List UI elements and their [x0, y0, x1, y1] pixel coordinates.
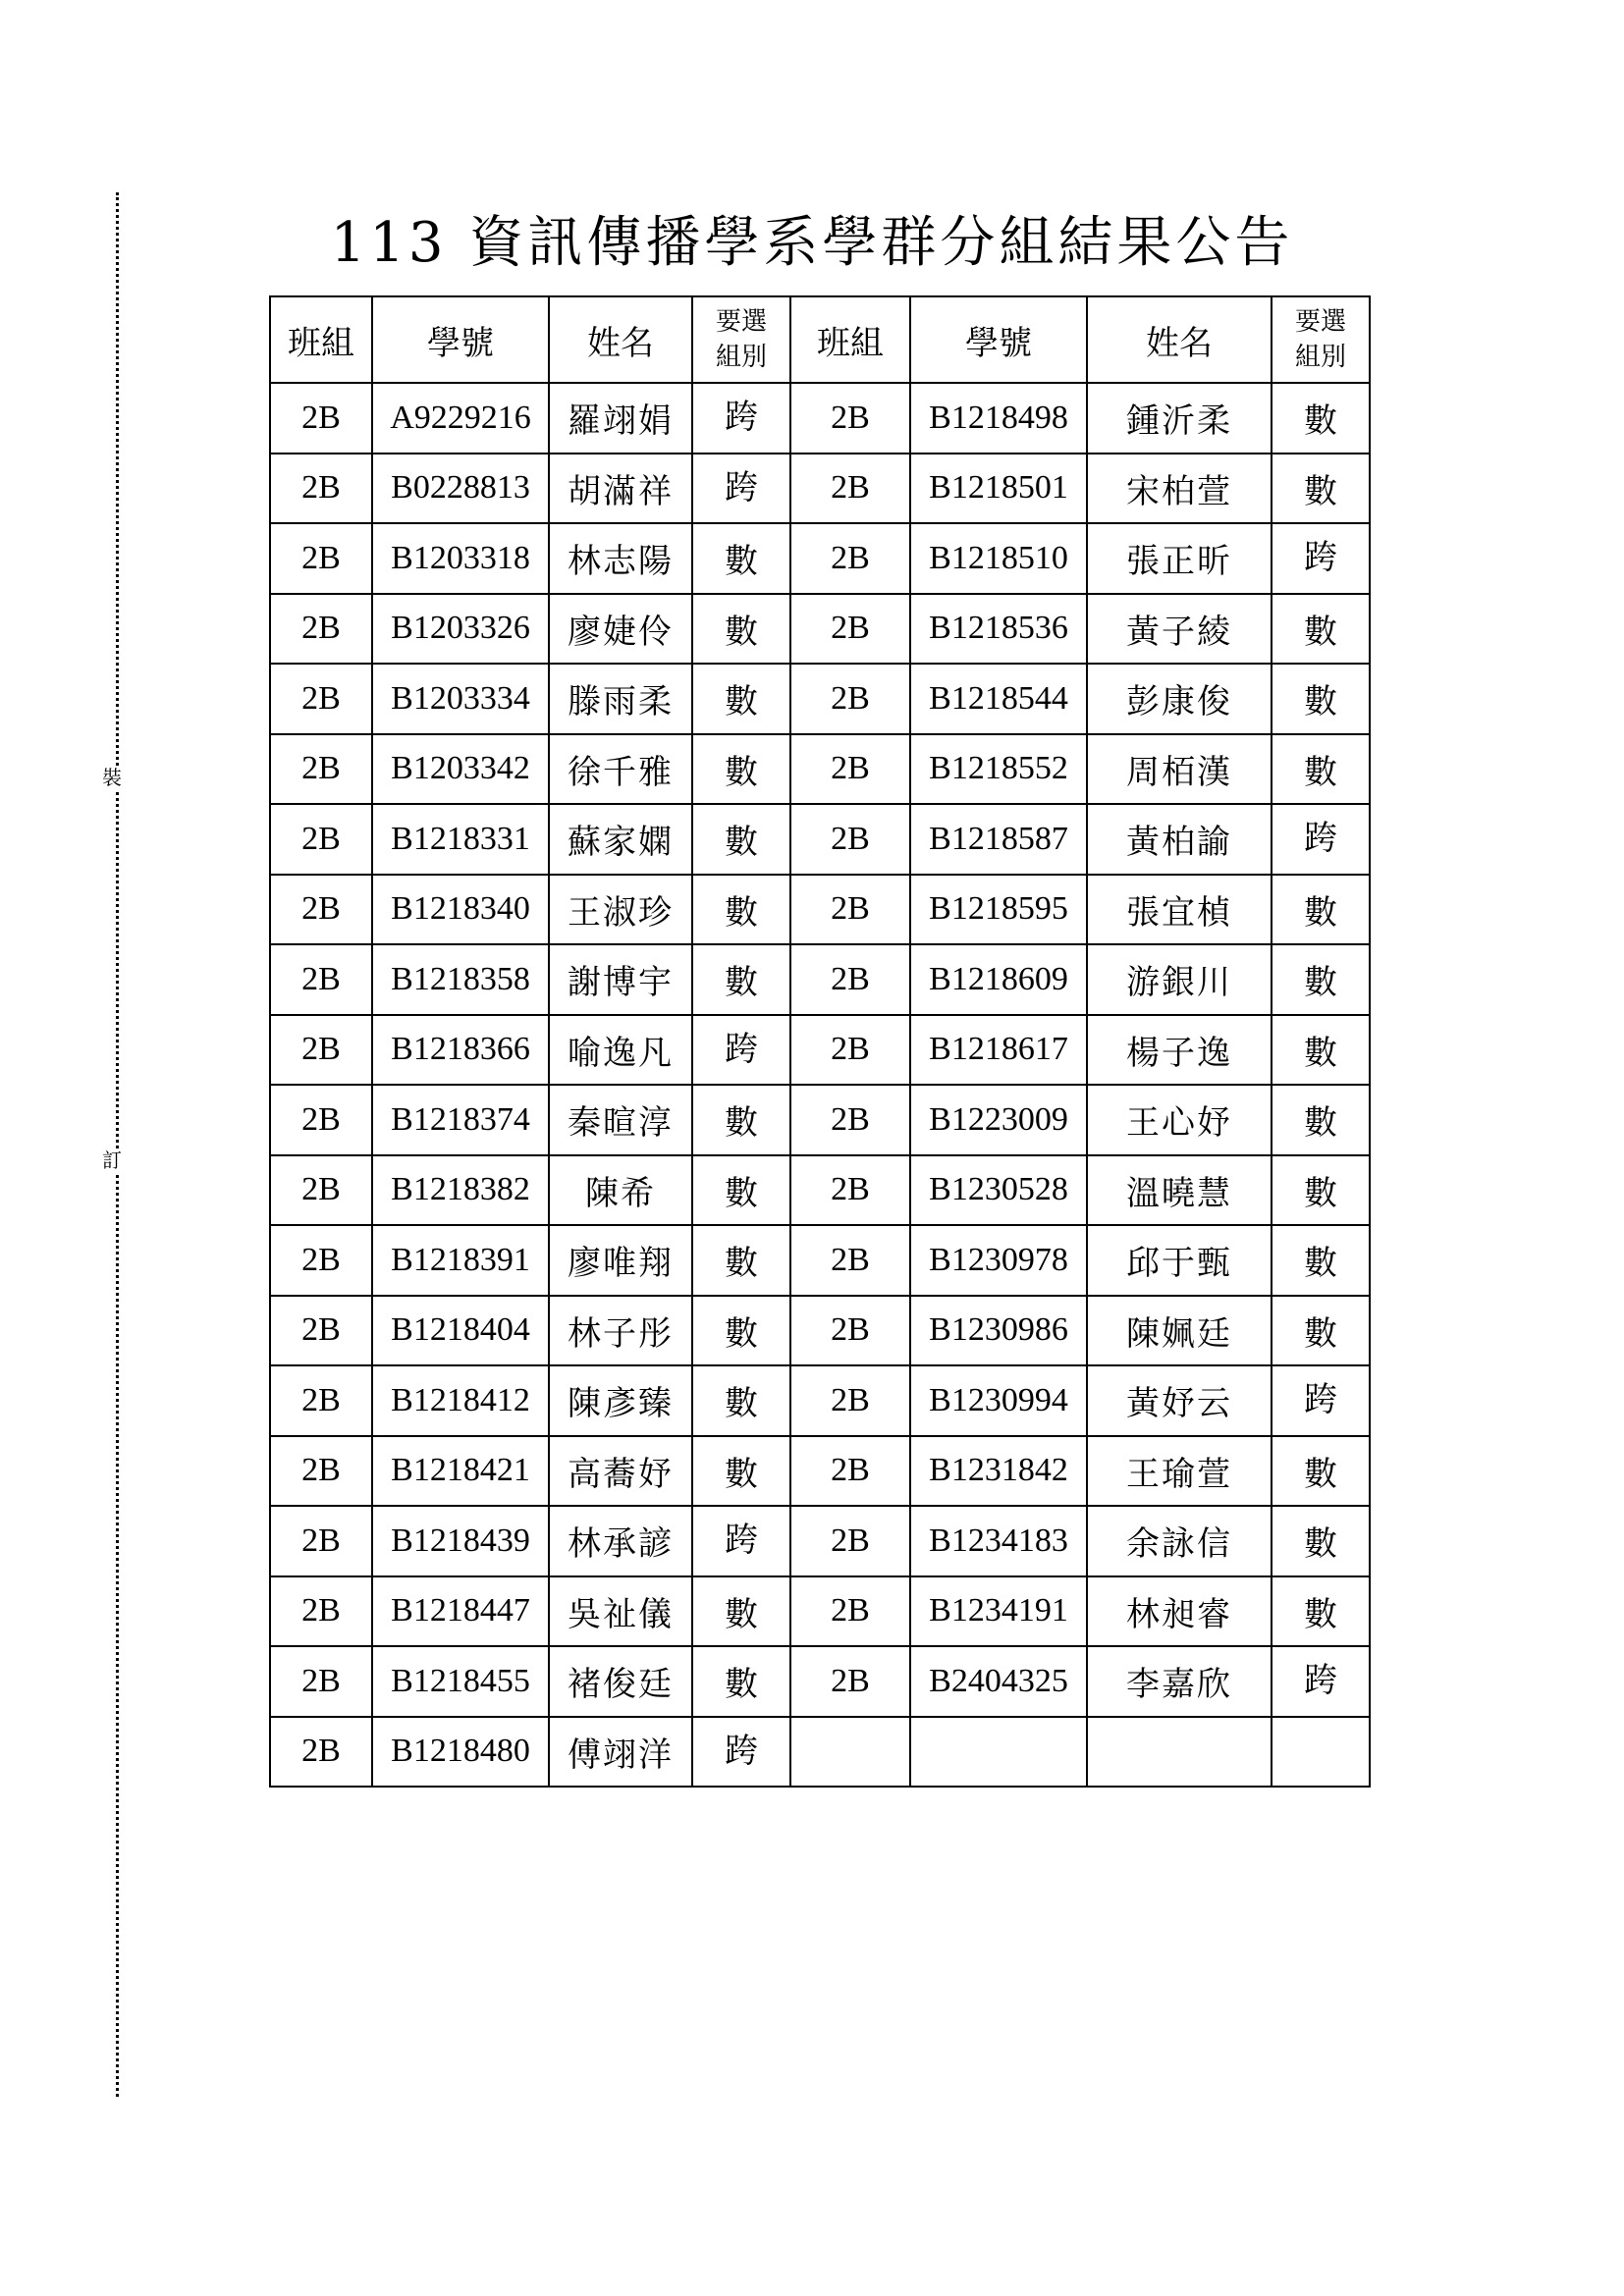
name-cell: 吳祉儀 — [549, 1576, 692, 1647]
group-cell: 數 — [692, 594, 790, 665]
name-cell: 喻逸凡 — [549, 1015, 692, 1086]
class-cell: 2B — [270, 734, 372, 805]
binding-mark-zhuang: 裝 — [102, 766, 122, 789]
name-cell: 黃子綾 — [1087, 594, 1272, 665]
group-cell: 數 — [692, 1365, 790, 1436]
roster-body — [270, 383, 1370, 1787]
name-cell: 溫曉慧 — [1087, 1155, 1272, 1226]
group-cell: 跨 — [1272, 1646, 1370, 1717]
class-cell: 2B — [790, 1646, 910, 1717]
student-id-cell: B1218498 — [910, 383, 1087, 454]
name-cell: 胡滿祥 — [549, 454, 692, 524]
name-cell: 周栢漢 — [1087, 734, 1272, 805]
class-cell: 2B — [790, 1436, 910, 1507]
name-cell: 王心妤 — [1087, 1085, 1272, 1155]
name-cell: 秦暄淳 — [549, 1085, 692, 1155]
class-cell: 2B — [790, 875, 910, 945]
group-cell: 跨 — [1272, 523, 1370, 594]
table-row — [270, 1085, 1370, 1155]
name-cell: 王瑜萱 — [1087, 1436, 1272, 1507]
student-id-cell: B1218366 — [372, 1015, 549, 1086]
header-group-line2: 組別 — [715, 343, 767, 372]
header-group-line1: 要選 — [1294, 307, 1346, 337]
table-row — [270, 1225, 1370, 1296]
class-cell: 2B — [270, 944, 372, 1015]
class-cell: 2B — [790, 454, 910, 524]
class-cell: 2B — [790, 523, 910, 594]
name-cell: 廖婕伶 — [549, 594, 692, 665]
name-cell: 廖唯翔 — [549, 1225, 692, 1296]
name-cell — [1087, 1717, 1272, 1788]
student-id-cell: B1234191 — [910, 1576, 1087, 1647]
student-id-cell: B1230986 — [910, 1296, 1087, 1366]
student-id-cell: B0228813 — [372, 454, 549, 524]
student-id-cell: B1218439 — [372, 1506, 549, 1576]
group-cell: 數 — [1272, 1576, 1370, 1647]
student-id-cell: B1234183 — [910, 1506, 1087, 1576]
class-cell: 2B — [790, 734, 910, 805]
name-cell: 宋柏萱 — [1087, 454, 1272, 524]
class-cell: 2B — [790, 1225, 910, 1296]
class-cell: 2B — [270, 664, 372, 734]
group-cell: 數 — [692, 734, 790, 805]
student-id-cell: B1231842 — [910, 1436, 1087, 1507]
group-cell: 數 — [692, 1296, 790, 1366]
group-cell: 數 — [692, 875, 790, 945]
student-id-cell: B1218552 — [910, 734, 1087, 805]
student-id-cell: B2404325 — [910, 1646, 1087, 1717]
name-cell: 游銀川 — [1087, 944, 1272, 1015]
class-cell: 2B — [270, 383, 372, 454]
group-cell: 數 — [1272, 734, 1370, 805]
class-cell: 2B — [790, 804, 910, 875]
group-cell: 數 — [1272, 1155, 1370, 1226]
name-cell: 鍾沂柔 — [1087, 383, 1272, 454]
class-cell: 2B — [790, 944, 910, 1015]
student-id-cell: A9229216 — [372, 383, 549, 454]
group-cell: 數 — [1272, 664, 1370, 734]
group-cell: 數 — [692, 804, 790, 875]
table-row — [270, 523, 1370, 594]
class-cell: 2B — [270, 1717, 372, 1788]
student-id-cell: B1218340 — [372, 875, 549, 945]
name-cell: 張正昕 — [1087, 523, 1272, 594]
group-cell: 數 — [1272, 1436, 1370, 1507]
table-row — [270, 454, 1370, 524]
table-row — [270, 944, 1370, 1015]
table-row — [270, 1015, 1370, 1086]
name-cell: 羅翊娟 — [549, 383, 692, 454]
student-id-cell: B1203342 — [372, 734, 549, 805]
student-id-cell: B1218358 — [372, 944, 549, 1015]
table-row — [270, 1576, 1370, 1647]
table-row — [270, 594, 1370, 665]
class-cell: 2B — [270, 1436, 372, 1507]
name-cell: 邱于甄 — [1087, 1225, 1272, 1296]
class-cell: 2B — [790, 383, 910, 454]
header-group-line1: 要選 — [715, 307, 767, 337]
name-cell: 余詠信 — [1087, 1506, 1272, 1576]
student-id-cell: B1203326 — [372, 594, 549, 665]
class-cell: 2B — [790, 664, 910, 734]
name-cell: 陳彥臻 — [549, 1365, 692, 1436]
student-id-cell: B1203318 — [372, 523, 549, 594]
name-cell: 謝博宇 — [549, 944, 692, 1015]
name-cell: 王淑珍 — [549, 875, 692, 945]
class-cell: 2B — [790, 1506, 910, 1576]
header-group-left — [692, 296, 790, 383]
student-id-cell: B1218391 — [372, 1225, 549, 1296]
class-cell: 2B — [270, 1506, 372, 1576]
table-row — [270, 1436, 1370, 1507]
class-cell: 2B — [270, 1296, 372, 1366]
group-cell: 跨 — [1272, 1365, 1370, 1436]
group-cell: 數 — [1272, 944, 1370, 1015]
name-cell: 黃妤云 — [1087, 1365, 1272, 1436]
group-cell: 數 — [1272, 594, 1370, 665]
name-cell: 張宜楨 — [1087, 875, 1272, 945]
student-id-cell: B1218544 — [910, 664, 1087, 734]
header-group-line2: 組別 — [1294, 343, 1346, 372]
class-cell: 2B — [270, 1576, 372, 1647]
header-name-right: 姓名 — [1087, 296, 1272, 383]
student-id-cell — [910, 1717, 1087, 1788]
class-cell: 2B — [270, 1646, 372, 1717]
student-id-cell: B1218609 — [910, 944, 1087, 1015]
name-cell: 林子彤 — [549, 1296, 692, 1366]
header-student-id-right: 學號 — [910, 296, 1087, 383]
student-id-cell: B1223009 — [910, 1085, 1087, 1155]
group-cell: 數 — [1272, 1225, 1370, 1296]
name-cell: 林昶睿 — [1087, 1576, 1272, 1647]
binding-mark-ding: 訂 — [102, 1148, 122, 1172]
group-cell: 數 — [692, 1155, 790, 1226]
name-cell: 李嘉欣 — [1087, 1646, 1272, 1717]
group-cell: 跨 — [692, 1717, 790, 1788]
name-cell: 褚俊廷 — [549, 1646, 692, 1717]
student-id-cell: B1218382 — [372, 1155, 549, 1226]
group-cell: 數 — [1272, 1015, 1370, 1086]
header-row — [270, 296, 1370, 383]
class-cell: 2B — [270, 594, 372, 665]
name-cell: 傅翊洋 — [549, 1717, 692, 1788]
student-id-cell: B1203334 — [372, 664, 549, 734]
name-cell: 楊子逸 — [1087, 1015, 1272, 1086]
group-cell: 數 — [1272, 1506, 1370, 1576]
name-cell: 林承諺 — [549, 1506, 692, 1576]
header-group-right — [1272, 296, 1370, 383]
student-id-cell: B1218447 — [372, 1576, 549, 1647]
name-cell: 彭康俊 — [1087, 664, 1272, 734]
header-class-left: 班組 — [270, 296, 372, 383]
class-cell: 2B — [270, 1015, 372, 1086]
class-cell: 2B — [790, 1296, 910, 1366]
table-row — [270, 1155, 1370, 1226]
group-cell: 數 — [1272, 1296, 1370, 1366]
group-cell: 數 — [692, 664, 790, 734]
student-id-cell: B1218331 — [372, 804, 549, 875]
class-cell: 2B — [790, 1155, 910, 1226]
table-row — [270, 1296, 1370, 1366]
group-cell: 數 — [692, 1225, 790, 1296]
group-cell: 數 — [692, 1085, 790, 1155]
class-cell: 2B — [790, 1576, 910, 1647]
table-row — [270, 1646, 1370, 1717]
table-row — [270, 734, 1370, 805]
group-cell: 數 — [692, 1436, 790, 1507]
class-cell — [790, 1717, 910, 1788]
student-id-cell: B1218404 — [372, 1296, 549, 1366]
student-id-cell: B1218455 — [372, 1646, 549, 1717]
student-id-cell: B1218480 — [372, 1717, 549, 1788]
group-cell: 數 — [692, 523, 790, 594]
class-cell: 2B — [270, 1085, 372, 1155]
student-id-cell: B1218374 — [372, 1085, 549, 1155]
class-cell: 2B — [270, 804, 372, 875]
group-cell: 數 — [1272, 875, 1370, 945]
class-cell: 2B — [790, 1015, 910, 1086]
table-row — [270, 1365, 1370, 1436]
roster-table — [269, 295, 1371, 1788]
class-cell: 2B — [270, 454, 372, 524]
table-row — [270, 1506, 1370, 1576]
table-row — [270, 875, 1370, 945]
student-id-cell: B1218412 — [372, 1365, 549, 1436]
header-student-id-left: 學號 — [372, 296, 549, 383]
group-cell: 跨 — [692, 383, 790, 454]
student-id-cell: B1230528 — [910, 1155, 1087, 1226]
name-cell: 陳希 — [549, 1155, 692, 1226]
name-cell: 林志陽 — [549, 523, 692, 594]
group-cell: 數 — [1272, 383, 1370, 454]
student-id-cell: B1218536 — [910, 594, 1087, 665]
table-row — [270, 383, 1370, 454]
name-cell: 高蕎妤 — [549, 1436, 692, 1507]
student-id-cell: B1218595 — [910, 875, 1087, 945]
group-cell: 數 — [1272, 1085, 1370, 1155]
student-id-cell: B1218501 — [910, 454, 1087, 524]
student-id-cell: B1218421 — [372, 1436, 549, 1507]
table-row — [270, 1717, 1370, 1788]
student-id-cell: B1218510 — [910, 523, 1087, 594]
name-cell: 蘇家嫻 — [549, 804, 692, 875]
class-cell: 2B — [790, 594, 910, 665]
table-row — [270, 804, 1370, 875]
student-id-cell: B1218587 — [910, 804, 1087, 875]
name-cell: 徐千雅 — [549, 734, 692, 805]
binding-line — [116, 192, 119, 2097]
name-cell: 黃柏諭 — [1087, 804, 1272, 875]
header-class-right: 班組 — [790, 296, 910, 383]
student-id-cell: B1230994 — [910, 1365, 1087, 1436]
name-cell: 陳姵廷 — [1087, 1296, 1272, 1366]
class-cell: 2B — [270, 1225, 372, 1296]
class-cell: 2B — [270, 523, 372, 594]
group-cell — [1272, 1717, 1370, 1788]
group-cell: 跨 — [692, 1015, 790, 1086]
group-cell: 數 — [692, 1576, 790, 1647]
class-cell: 2B — [790, 1085, 910, 1155]
class-cell: 2B — [790, 1365, 910, 1436]
page-title: 113 資訊傳播學系學群分組結果公告 — [330, 211, 1294, 275]
group-cell: 數 — [692, 1646, 790, 1717]
group-cell: 數 — [1272, 454, 1370, 524]
student-id-cell: B1230978 — [910, 1225, 1087, 1296]
class-cell: 2B — [270, 1365, 372, 1436]
group-cell: 跨 — [692, 454, 790, 524]
group-cell: 數 — [692, 944, 790, 1015]
name-cell: 滕雨柔 — [549, 664, 692, 734]
group-cell: 跨 — [1272, 804, 1370, 875]
class-cell: 2B — [270, 1155, 372, 1226]
student-id-cell: B1218617 — [910, 1015, 1087, 1086]
header-name-left: 姓名 — [549, 296, 692, 383]
group-cell: 跨 — [692, 1506, 790, 1576]
class-cell: 2B — [270, 875, 372, 945]
table-row — [270, 664, 1370, 734]
